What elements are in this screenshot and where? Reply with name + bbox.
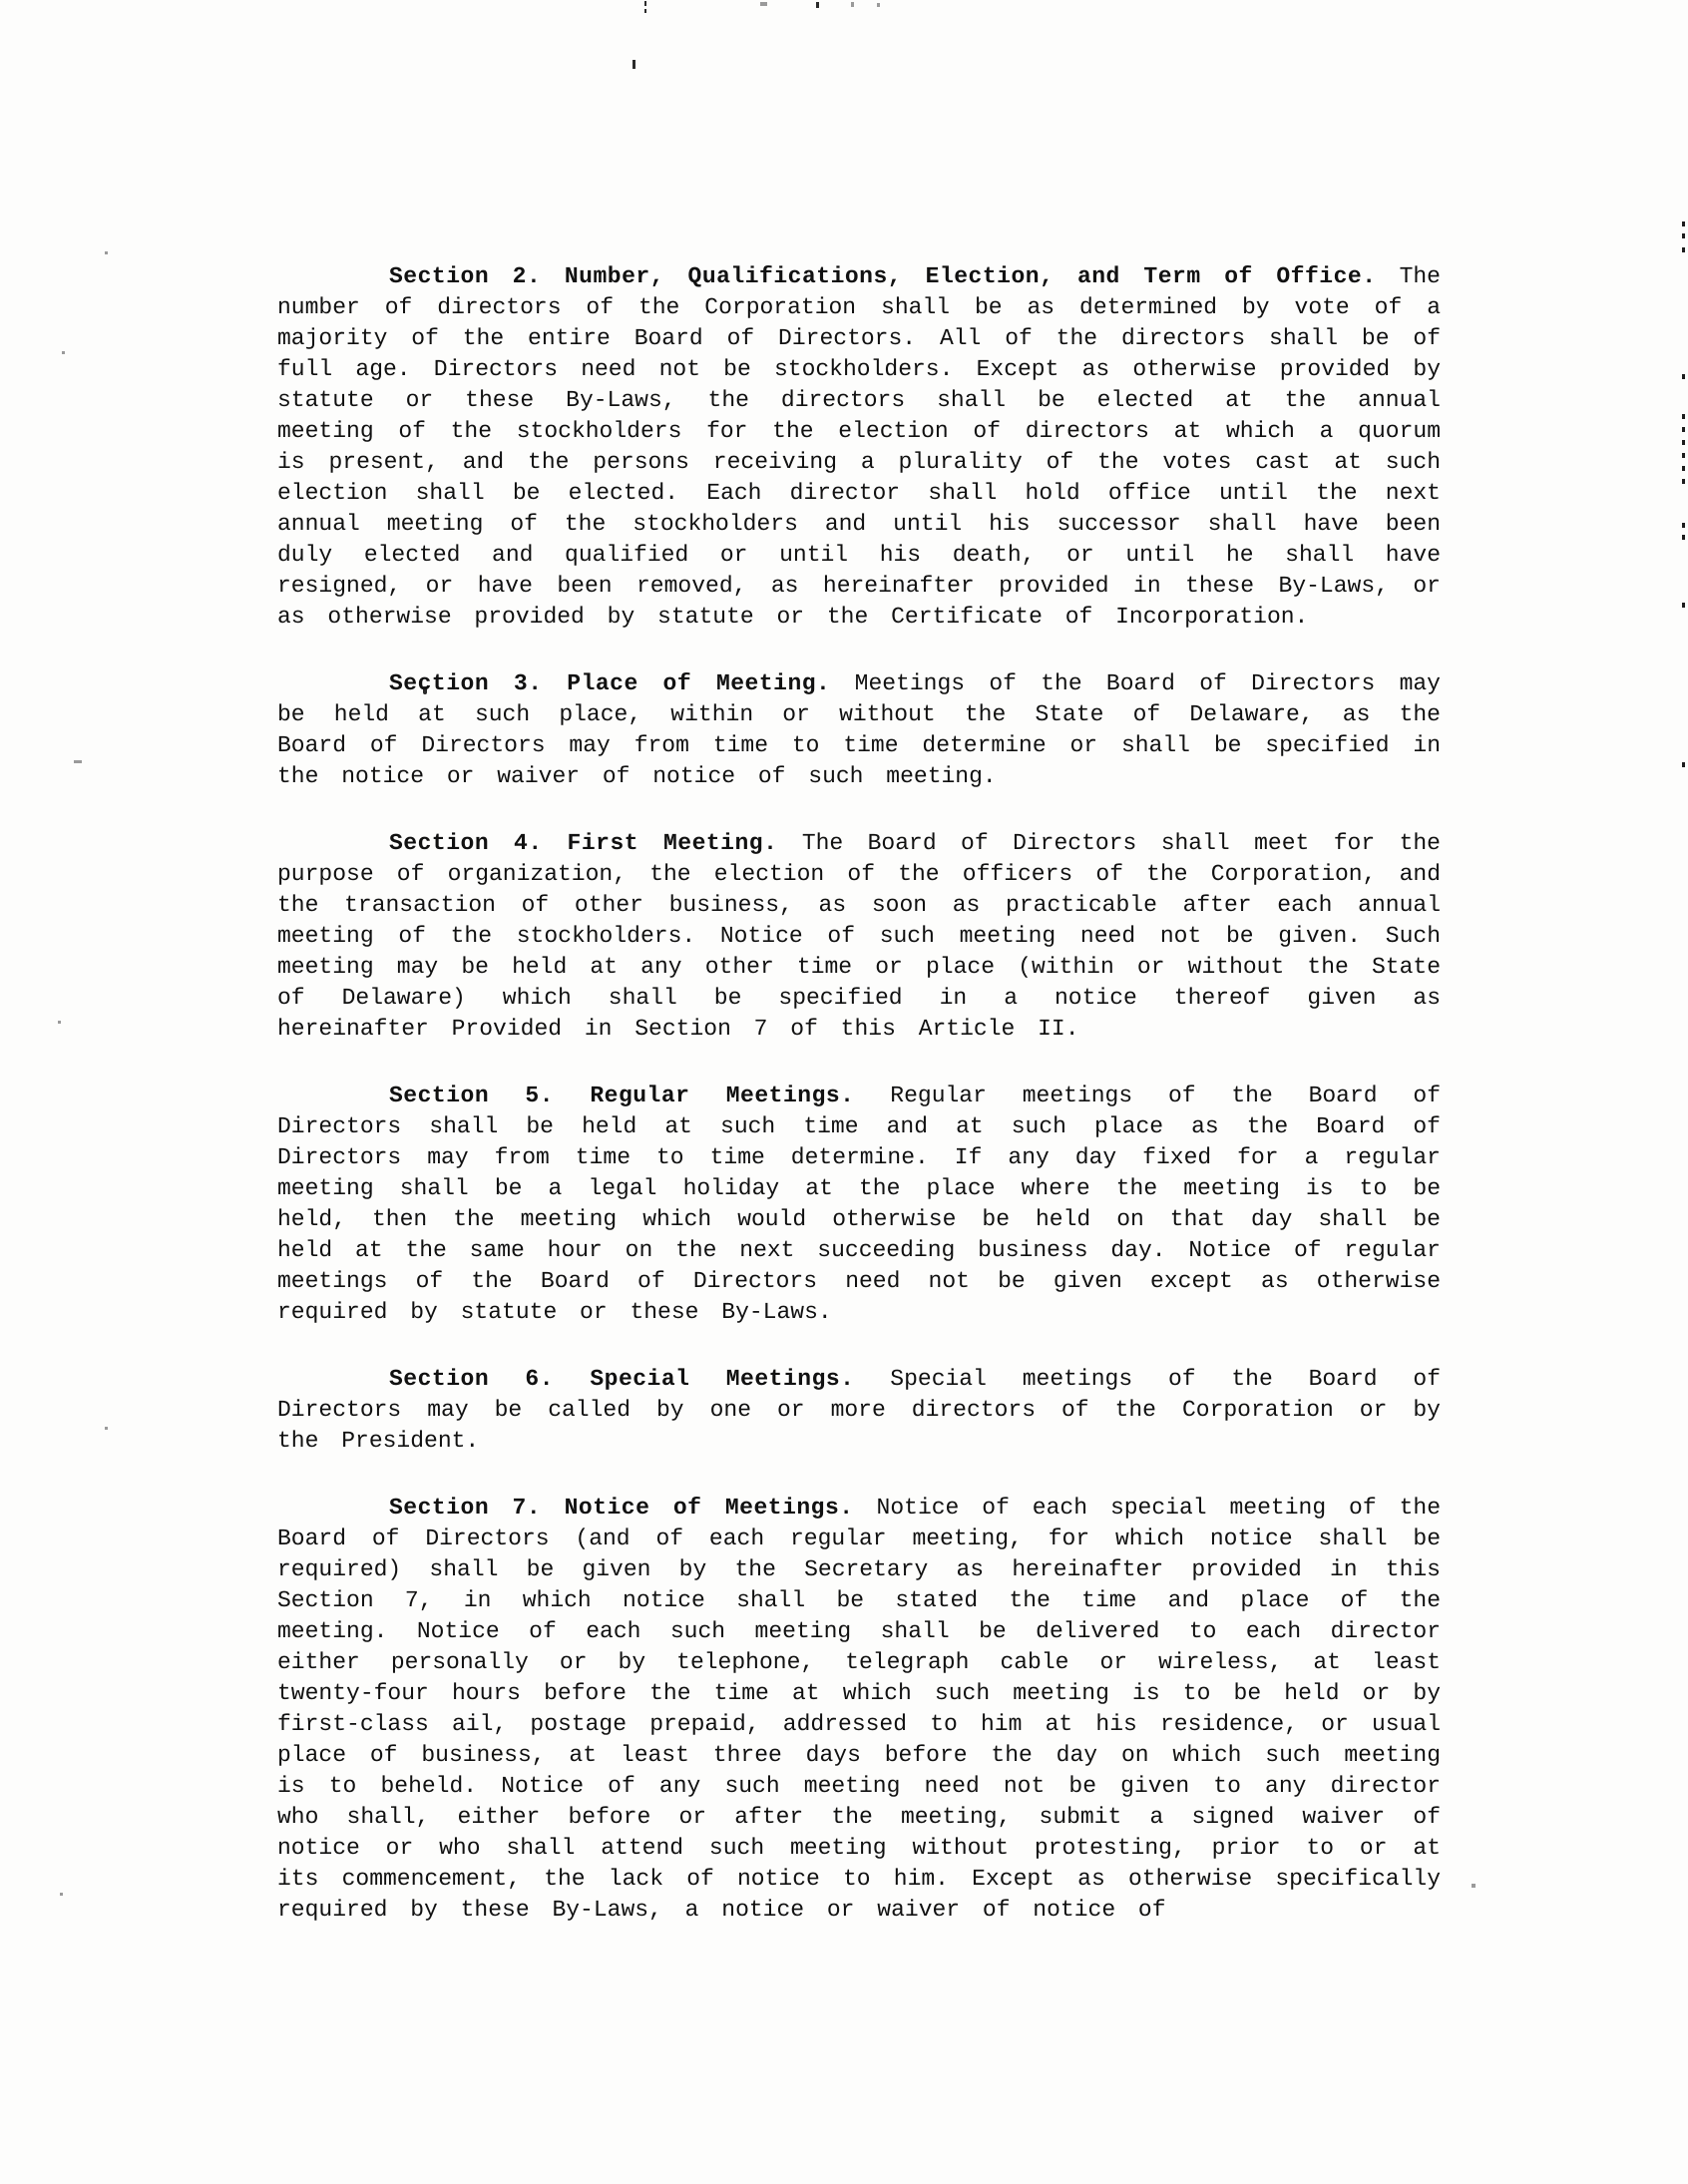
scan-artifact xyxy=(1682,427,1685,432)
scan-artifact xyxy=(1682,523,1685,528)
scan-artifact xyxy=(74,760,82,763)
section-2-paragraph xyxy=(277,261,1441,633)
scan-artifact xyxy=(1682,479,1685,484)
scan-artifact xyxy=(1682,233,1685,238)
section-3-paragraph xyxy=(277,668,1441,792)
section-3-body: Meetings of the Board of Directors may be held at such place, within or without the State of Delaware, as the Board of Directors may from time to time determine or shall be specified in the notice or waiver of notice of such meeting. xyxy=(277,670,1441,789)
scan-artifact xyxy=(1682,247,1685,252)
scan-artifact xyxy=(62,351,65,354)
scan-artifact xyxy=(851,2,854,7)
section-7-body: Notice of each special meeting of the Board of Directors (and of each regular meeting, for which notice shall be required) shall be given by the Secretary as hereinafter provided in this Section 7, in which notice shall be stated the time and place of the meeting. Notice of each such meeting shall be delivered to each director either personally or by telephone, telegraph cable or wireless, at least twenty-four hours before the time at which such meeting is to be held or by first-class ail, postage prepaid, addressed to him at his residence, or usual place of business, at least three days before the day on which such meeting is to beheld. Notice of any such meeting need not be given to any director who shall, either before or after the meeting, submit a signed waiver of notice or who shall attend such meeting without protesting, prior to or at its commencement, the lack of notice to him. Except as otherwise specifically required by these By-Laws, a notice or waiver of notice of xyxy=(277,1495,1441,1923)
section-5-paragraph xyxy=(277,1081,1441,1328)
section-6-body: Special meetings of the Board of Directors may be called by one or more directors of the Corporation or by the President. xyxy=(277,1366,1441,1454)
bylaws-text-block xyxy=(277,261,1441,1962)
scan-artifact xyxy=(644,9,646,13)
scan-artifact xyxy=(1472,1884,1476,1888)
section-4-paragraph xyxy=(277,828,1441,1045)
scan-artifact xyxy=(1682,466,1685,471)
section-7-heading: Section 7. Notice of Meetings. xyxy=(389,1495,854,1521)
section-7-paragraph xyxy=(277,1493,1441,1926)
section-4-body: The Board of Directors shall meet for the purpose of organization, the election of the officers of the Corporation, and the transaction of other business, as soon as practicable after each annual meeting of the stockholders. Notice of such meeting need not be given. Such meeting may be held at any other time or place (within or without the State of Delaware) which shall be specified in a notice thereof given as hereinafter Provided in Section 7 of this Article II. xyxy=(277,830,1441,1042)
scan-artifact xyxy=(760,2,767,6)
section-2-body: The number of directors of the Corporation shall be as determined by vote of a majority of the entire Board of Directors. All of the directors shall be of full age. Directors need not be stockholders. Except as otherwise provided by statute or these By-Laws, the directors shall be elected at the annual meeting of the stockholders for the election of directors at which a quorum is present, and the persons receiving a plurality of the votes cast at such election shall be elected. Each director shall hold office until the next annual meeting of the stockholders and until his successor shall have been duly elected and qualified or until his death, or until he shall have resigned, or have been removed, as hereinafter provided in these By-Laws, or as otherwise provided by statute or the Certificate of Incorporation. xyxy=(277,263,1441,630)
section-2-heading: Section 2. Number, Qualifications, Election, and Term of Office. xyxy=(389,263,1377,289)
section-5-heading: Section 5. Regular Meetings. xyxy=(389,1083,855,1108)
scan-artifact xyxy=(1682,414,1685,419)
scan-artifact xyxy=(1682,374,1685,379)
scan-artifact xyxy=(633,60,635,69)
scan-artifact xyxy=(1682,535,1685,540)
scan-artifact xyxy=(1682,762,1685,767)
scan-artifact xyxy=(1682,440,1685,445)
scan-artifact xyxy=(1682,453,1685,458)
scan-artifact xyxy=(1682,603,1685,608)
scan-artifact xyxy=(877,3,880,7)
section-3-heading: Section 3. Place of Meeting. xyxy=(389,670,831,696)
section-4-heading: Section 4. First Meeting. xyxy=(389,830,778,856)
scan-artifact xyxy=(644,1,646,6)
scan-artifact xyxy=(105,251,108,254)
section-6-paragraph xyxy=(277,1364,1441,1457)
section-5-body: Regular meetings of the Board of Directors shall be held at such time and at such place as the Board of Directors may from time to time determine. If any day fixed for a regular meeting shall be a legal holiday at the place where the meeting is to be held, then the meeting which would otherwise be held on that day shall be held at the same hour on the next succeeding business day. Notice of regular meetings of the Board of Directors need not be given except as otherwise required by statute or these By-Laws. xyxy=(277,1083,1441,1325)
scan-artifact xyxy=(58,1021,61,1024)
section-6-heading: Section 6. Special Meetings. xyxy=(389,1366,855,1392)
scan-artifact xyxy=(816,2,819,8)
scan-artifact xyxy=(1682,221,1685,226)
scan-artifact xyxy=(105,1427,108,1430)
scan-artifact xyxy=(60,1893,63,1896)
